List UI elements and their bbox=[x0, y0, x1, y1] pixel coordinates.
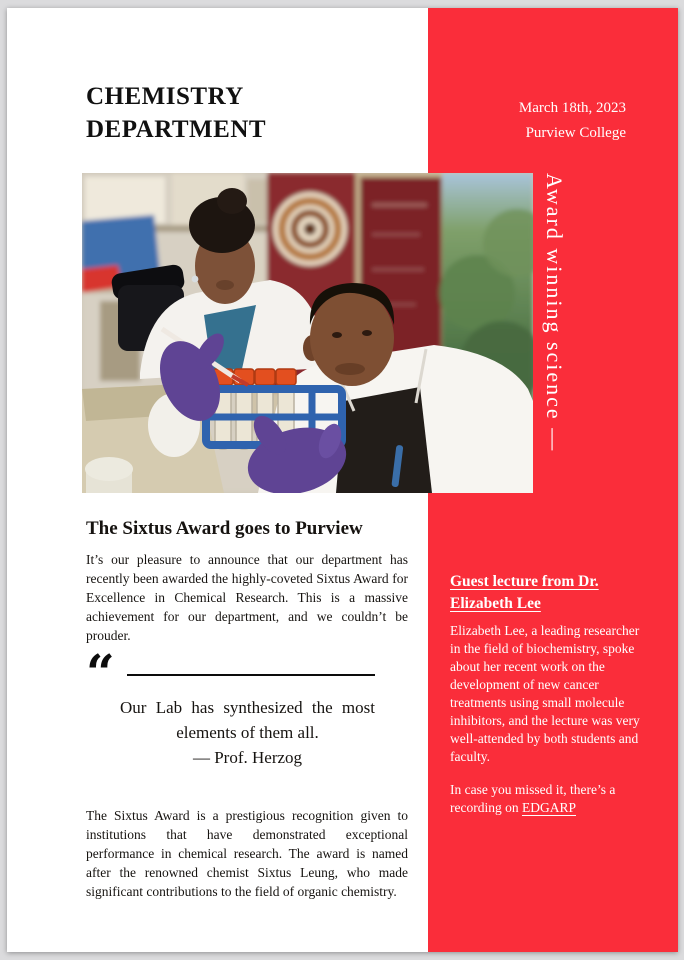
recording-note-text: In case you missed it, there’s a recording on bbox=[450, 782, 616, 815]
main-article bbox=[86, 517, 408, 915]
pull-quote-header bbox=[86, 643, 408, 702]
quote-mark-icon: “ bbox=[86, 643, 115, 702]
guest-lecture-section bbox=[450, 571, 642, 817]
issue-institution: Purview College bbox=[525, 125, 626, 141]
recording-note bbox=[450, 781, 642, 817]
masthead-title-line2: DEPARTMENT bbox=[86, 116, 267, 143]
guest-lecture-body: Elizabeth Lee, a leading researcher in the field of biochemistry, spoke about her recent work on the development of new cancer treatments using small molecule inhibitors, and the lecture was very well-attended by both students and faculty. bbox=[450, 623, 640, 764]
lab-photo bbox=[82, 173, 533, 493]
quote-text: Our Lab has synthesized the most elements of them all. bbox=[120, 698, 375, 742]
newsletter-page bbox=[7, 8, 678, 952]
issue-info bbox=[519, 96, 626, 146]
pull-quote bbox=[86, 643, 408, 770]
article-paragraph-1: It’s our pleasure to announce that our department has recently been awarded the highly-coveted Sixtus Award for Excellence in Chemical Research. This is a massive achievement for our department, and we couldn’t be prouder. bbox=[86, 552, 408, 643]
lab-photo-illustration bbox=[82, 173, 533, 493]
masthead-title-line1: CHEMISTRY bbox=[86, 83, 244, 110]
article-headline: The Sixtus Award goes to Purview bbox=[86, 518, 363, 539]
issue-date: March 18th, 2023 bbox=[518, 100, 626, 116]
edgarp-link[interactable]: EDGARP bbox=[521, 800, 576, 815]
masthead-title bbox=[86, 80, 266, 146]
article-paragraph-2: The Sixtus Award is a prestigious recognition given to institutions that have demonstrated exceptional performance in chemical research. The award is named after the renowned chemist Sixtus Leung, who made significant contributions to the field of organic chemistry. bbox=[86, 808, 408, 899]
quote-divider bbox=[127, 674, 375, 676]
guest-lecture-heading: Guest lecture from Dr. Elizabeth Lee bbox=[450, 573, 599, 612]
quote-attribution: — Prof. Herzog bbox=[192, 748, 303, 767]
vertical-tagline: Award winning science — bbox=[542, 173, 567, 453]
